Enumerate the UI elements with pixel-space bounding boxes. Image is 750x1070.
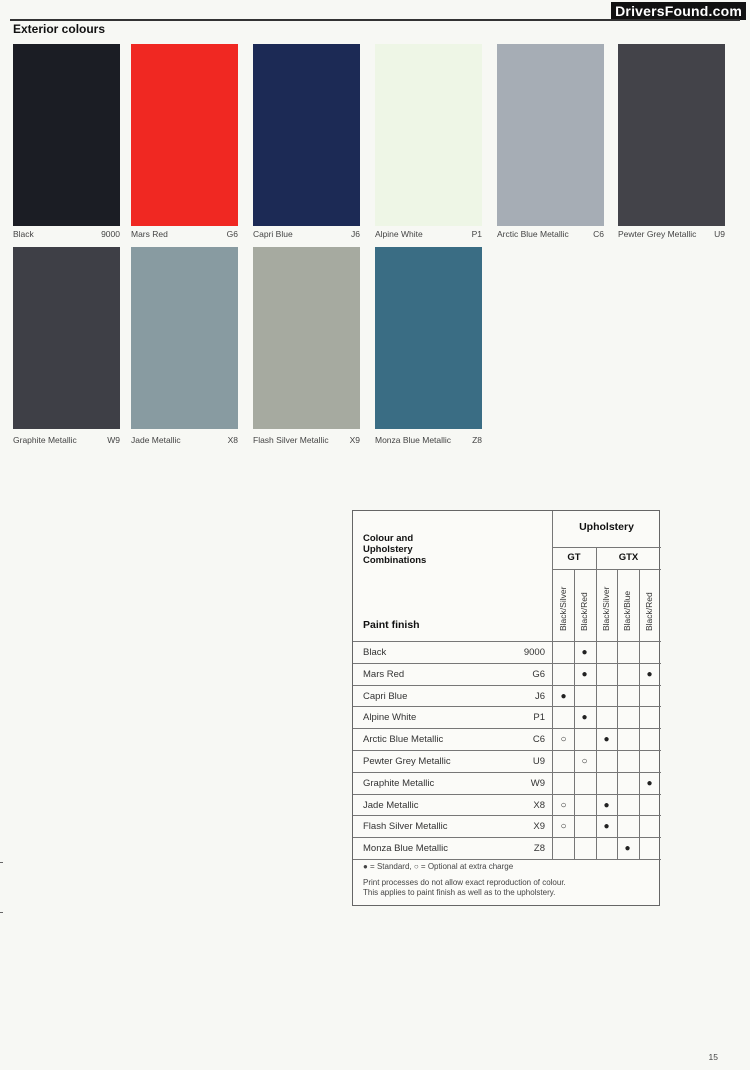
standard-mark: ● xyxy=(603,799,610,811)
swatch-name: Pewter Grey Metallic xyxy=(618,229,697,239)
print-note: Print processes do not allow exact reproduction of colour. xyxy=(363,878,566,887)
swatch-code: U9 xyxy=(714,229,725,239)
standard-mark: ● xyxy=(624,843,631,855)
table-divider xyxy=(552,547,661,548)
table-divider xyxy=(552,569,661,570)
swatch-code: C6 xyxy=(593,229,604,239)
color-swatch xyxy=(253,44,360,226)
table-divider xyxy=(353,837,661,838)
paint-code: P1 xyxy=(533,712,545,724)
swatch-name: Alpine White xyxy=(375,229,423,239)
paint-code: J6 xyxy=(534,690,545,702)
column-header: Black/Red xyxy=(579,592,589,631)
swatch-name: Arctic Blue Metallic xyxy=(497,229,569,239)
swatch-label xyxy=(131,229,238,239)
page-edge-mark xyxy=(0,862,3,863)
swatch-label xyxy=(13,229,120,239)
column-header: Black/Red xyxy=(644,592,654,631)
swatch-code: X9 xyxy=(349,435,360,445)
print-note: This applies to paint finish as well as to the upholstery. xyxy=(363,888,556,897)
paint-code: X9 xyxy=(533,821,545,833)
paint-name: Black xyxy=(363,647,387,658)
swatch-label xyxy=(375,229,482,239)
paint-name: Pewter Grey Metallic xyxy=(363,756,451,767)
table-divider xyxy=(353,772,661,773)
paint-name: Mars Red xyxy=(363,668,405,680)
optional-mark: ○ xyxy=(560,734,567,746)
table-title: Colour and xyxy=(363,533,414,544)
color-swatch xyxy=(497,44,604,226)
swatch-name: Mars Red xyxy=(131,229,168,239)
optional-mark: ○ xyxy=(560,799,567,811)
color-swatch xyxy=(131,44,238,226)
color-swatch xyxy=(253,247,360,429)
swatch-label xyxy=(253,435,360,445)
table-divider xyxy=(353,663,661,664)
standard-mark: ● xyxy=(581,647,588,658)
legend: ● = Standard, ○ = Optional at extra charge xyxy=(363,862,514,871)
table-title: Upholstery xyxy=(363,544,413,555)
table-divider xyxy=(353,728,661,729)
table-divider xyxy=(596,547,597,859)
group-header-gt: GT xyxy=(567,552,581,563)
color-swatch xyxy=(13,247,120,429)
swatch-label xyxy=(13,435,120,445)
paint-code: 9000 xyxy=(523,647,545,658)
table-divider xyxy=(353,859,661,860)
page-edge-mark xyxy=(0,912,3,913)
combinations-table xyxy=(352,510,660,906)
standard-mark: ● xyxy=(581,712,588,724)
standard-mark: ● xyxy=(560,690,567,702)
paint-name: Jade Metallic xyxy=(363,799,419,811)
paint-name: Capri Blue xyxy=(363,690,408,702)
optional-mark: ○ xyxy=(581,756,588,767)
paint-name: Graphite Metallic xyxy=(363,777,435,789)
color-swatch xyxy=(375,247,482,429)
swatch-code: P1 xyxy=(471,229,482,239)
color-swatch xyxy=(131,247,238,429)
swatch-code: X8 xyxy=(227,435,238,445)
standard-mark: ● xyxy=(603,734,610,746)
column-header: Black/Silver xyxy=(601,586,611,631)
swatch-name: Jade Metallic xyxy=(131,435,181,445)
swatch-label xyxy=(375,435,482,445)
group-header-gtx: GTX xyxy=(618,552,639,563)
site-watermark: DriversFound.com xyxy=(611,2,746,20)
page-number: 15 xyxy=(708,1052,718,1062)
swatch-label xyxy=(253,229,360,239)
upholstery-header: Upholstery xyxy=(579,521,634,533)
paint-code: U9 xyxy=(532,756,545,767)
color-swatch xyxy=(375,44,482,226)
optional-mark: ○ xyxy=(560,821,567,833)
table-title: Combinations xyxy=(363,555,427,566)
swatch-code: Z8 xyxy=(472,435,482,445)
color-swatch xyxy=(618,44,725,226)
table-divider xyxy=(353,750,661,751)
paint-name: Arctic Blue Metallic xyxy=(363,734,444,746)
paint-name: Monza Blue Metallic xyxy=(363,843,449,855)
paint-finish-header: Paint finish xyxy=(363,619,420,631)
column-header: Black/Blue xyxy=(622,590,632,631)
top-rule xyxy=(10,19,740,21)
standard-mark: ● xyxy=(646,777,653,789)
swatch-label xyxy=(131,435,238,445)
swatch-label xyxy=(497,229,604,239)
standard-mark: ● xyxy=(581,668,588,680)
swatch-code: J6 xyxy=(351,229,360,239)
standard-mark: ● xyxy=(646,668,653,680)
swatch-name: Capri Blue xyxy=(253,229,293,239)
paint-code: Z8 xyxy=(533,843,545,855)
swatch-name: Graphite Metallic xyxy=(13,435,77,445)
paint-code: G6 xyxy=(532,668,545,680)
table-divider xyxy=(353,794,661,795)
swatch-name: Flash Silver Metallic xyxy=(253,435,329,445)
color-swatch xyxy=(13,44,120,226)
swatch-label xyxy=(618,229,725,239)
swatch-code: W9 xyxy=(107,435,120,445)
swatch-name: Black xyxy=(13,229,34,239)
table-divider xyxy=(353,815,661,816)
paint-code: W9 xyxy=(530,777,545,789)
section-heading: Exterior colours xyxy=(13,22,106,36)
swatch-name: Monza Blue Metallic xyxy=(375,435,452,445)
paint-code: X8 xyxy=(533,799,545,811)
swatch-code: G6 xyxy=(226,229,238,239)
paint-code: C6 xyxy=(532,734,545,746)
table-divider xyxy=(353,641,661,642)
table-divider xyxy=(353,685,661,686)
swatch-code: 9000 xyxy=(101,229,120,239)
column-header: Black/Silver xyxy=(558,586,568,631)
table-divider xyxy=(353,706,661,707)
paint-name: Flash Silver Metallic xyxy=(363,821,448,833)
paint-name: Alpine White xyxy=(363,712,417,724)
standard-mark: ● xyxy=(603,821,610,833)
